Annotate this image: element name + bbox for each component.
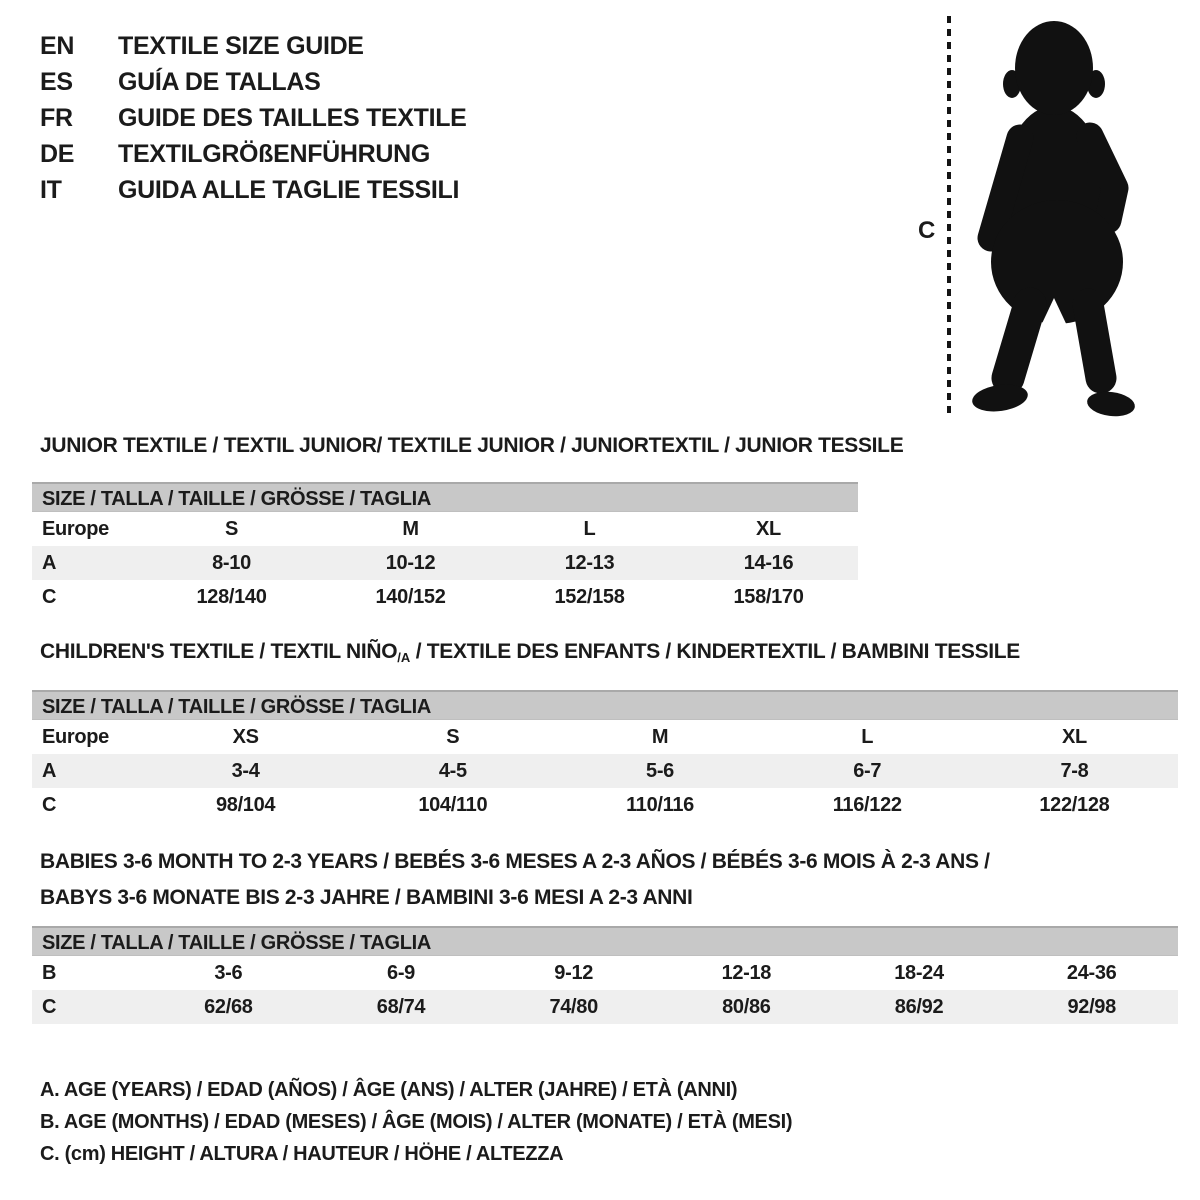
- row-label: B: [42, 962, 57, 984]
- value-cell: 12-18: [721, 962, 772, 984]
- size-column-header: XL: [756, 518, 781, 540]
- size-column-header: S: [446, 726, 460, 748]
- language-code: ES: [40, 68, 73, 96]
- value-cell: 9-12: [554, 962, 594, 984]
- value-cell: 110/116: [626, 794, 694, 816]
- children-heading-text: / TEXTILE DES ENFANTS / KINDERTEXTIL / BAMBINI TESSILE: [410, 640, 1020, 663]
- language-title-block: [40, 28, 467, 208]
- language-row: [40, 172, 467, 208]
- legend-height-cm: C. (cm) HEIGHT / ALTURA / HAUTEUR / HÖHE / ALTEZZA: [40, 1143, 564, 1165]
- value-cell: 3-4: [231, 760, 260, 782]
- language-row: [40, 64, 467, 100]
- language-row: [40, 100, 467, 136]
- row-label: C: [42, 794, 57, 816]
- value-cell: 128/140: [196, 586, 267, 608]
- row-label: C: [42, 996, 57, 1018]
- babies-section-heading-line1: BABIES 3-6 MONTH TO 2-3 YEARS / BEBÉS 3-6 MESES A 2-3 AÑOS / BÉBÉS 3-6 MOIS À 2-3 ANS /: [40, 850, 990, 873]
- value-cell: 116/122: [832, 794, 902, 816]
- guide-title: GUÍA DE TALLAS: [118, 68, 321, 96]
- value-cell: 12-13: [564, 552, 615, 574]
- size-column-header: L: [583, 518, 596, 540]
- language-row: [40, 136, 467, 172]
- junior-section-heading: JUNIOR TEXTILE / TEXTIL JUNIOR/ TEXTILE JUNIOR / JUNIORTEXTIL / JUNIOR TESSILE: [40, 434, 904, 457]
- table-row-height: [32, 990, 1178, 1024]
- language-code: DE: [40, 140, 75, 168]
- babies-section-heading-line2: BABYS 3-6 MONATE BIS 2-3 JAHRE / BAMBINI 3-6 MESI A 2-3 ANNI: [40, 886, 693, 909]
- table-row-age-months: [32, 956, 1178, 990]
- value-cell: 8-10: [212, 552, 251, 574]
- size-column-header: L: [861, 726, 874, 748]
- value-cell: 104/110: [418, 794, 488, 816]
- column-header-row: [32, 720, 1178, 754]
- value-cell: 14-16: [743, 552, 794, 574]
- value-cell: 158/170: [733, 586, 804, 608]
- value-cell: 18-24: [894, 962, 944, 984]
- value-cell: 98/104: [215, 794, 276, 816]
- value-cell: 10-12: [385, 552, 436, 574]
- babies-size-table: [32, 926, 1178, 1024]
- children-size-table: [32, 690, 1178, 822]
- table-row-age: [32, 754, 1178, 788]
- guide-title: TEXTILE SIZE GUIDE: [118, 32, 364, 60]
- value-cell: 7-8: [1060, 760, 1089, 782]
- value-cell: 5-6: [646, 760, 674, 782]
- value-cell: 62/68: [204, 996, 253, 1018]
- language-row: [40, 28, 467, 64]
- table-row-height: [32, 580, 858, 614]
- table-row-height: [32, 788, 1178, 822]
- row-label: A: [42, 760, 57, 782]
- children-heading-text: CHILDREN'S TEXTILE / TEXTIL NIÑO: [40, 640, 398, 663]
- size-header-bar: SIZE / TALLA / TAILLE / GRÖSSE / TAGLIA: [32, 690, 1178, 720]
- value-cell: 86/92: [894, 996, 944, 1018]
- size-column-header: XS: [232, 726, 259, 748]
- size-column-header: M: [402, 518, 419, 540]
- legend-block: [40, 1074, 792, 1170]
- value-cell: 140/152: [375, 586, 446, 608]
- children-heading-subscript: /A: [397, 650, 411, 665]
- junior-size-table: [32, 482, 858, 614]
- value-cell: 3-6: [214, 962, 243, 984]
- region-label: Europe: [42, 726, 109, 748]
- legend-age-years: A. AGE (YEARS) / EDAD (AÑOS) / ÂGE (ANS) / ALTER (JAHRE) / ETÀ (ANNI): [40, 1079, 738, 1101]
- size-column-header: S: [224, 518, 239, 540]
- value-cell: 74/80: [549, 996, 598, 1018]
- size-column-header: XL: [1061, 726, 1087, 748]
- value-cell: 24-36: [1066, 962, 1117, 984]
- legend-age-months: B. AGE (MONTHS) / EDAD (MESES) / ÂGE (MOIS) / ALTER (MONATE) / ETÀ (MESI): [40, 1111, 793, 1133]
- language-code: IT: [40, 176, 62, 204]
- value-cell: 80/86: [722, 996, 771, 1018]
- children-section-heading: [40, 640, 1020, 665]
- value-cell: 152/158: [554, 586, 625, 608]
- language-code: FR: [40, 104, 73, 132]
- region-label: Europe: [42, 518, 109, 540]
- toddler-silhouette-image: [958, 16, 1142, 420]
- value-cell: 122/128: [1039, 794, 1110, 816]
- guide-title: TEXTILGRÖßENFÜHRUNG: [118, 140, 430, 168]
- language-code: EN: [40, 32, 75, 60]
- size-column-header: M: [651, 726, 669, 748]
- row-label: A: [42, 552, 57, 574]
- table-row-age: [32, 546, 858, 580]
- height-measure-dotted-line: [947, 16, 951, 418]
- column-header-row: [32, 512, 858, 546]
- value-cell: 6-7: [853, 760, 882, 782]
- value-cell: 6-9: [387, 962, 415, 984]
- guide-title: GUIDE DES TAILLES TEXTILE: [118, 104, 467, 132]
- guide-title: GUIDA ALLE TAGLIE TESSILI: [118, 176, 460, 204]
- height-measure-label: C: [918, 217, 936, 244]
- row-label: C: [42, 586, 57, 608]
- value-cell: 68/74: [376, 996, 426, 1018]
- value-cell: 92/98: [1067, 996, 1116, 1018]
- value-cell: 4-5: [438, 760, 467, 782]
- size-header-bar: SIZE / TALLA / TAILLE / GRÖSSE / TAGLIA: [32, 926, 1178, 956]
- size-header-bar: SIZE / TALLA / TAILLE / GRÖSSE / TAGLIA: [32, 482, 858, 512]
